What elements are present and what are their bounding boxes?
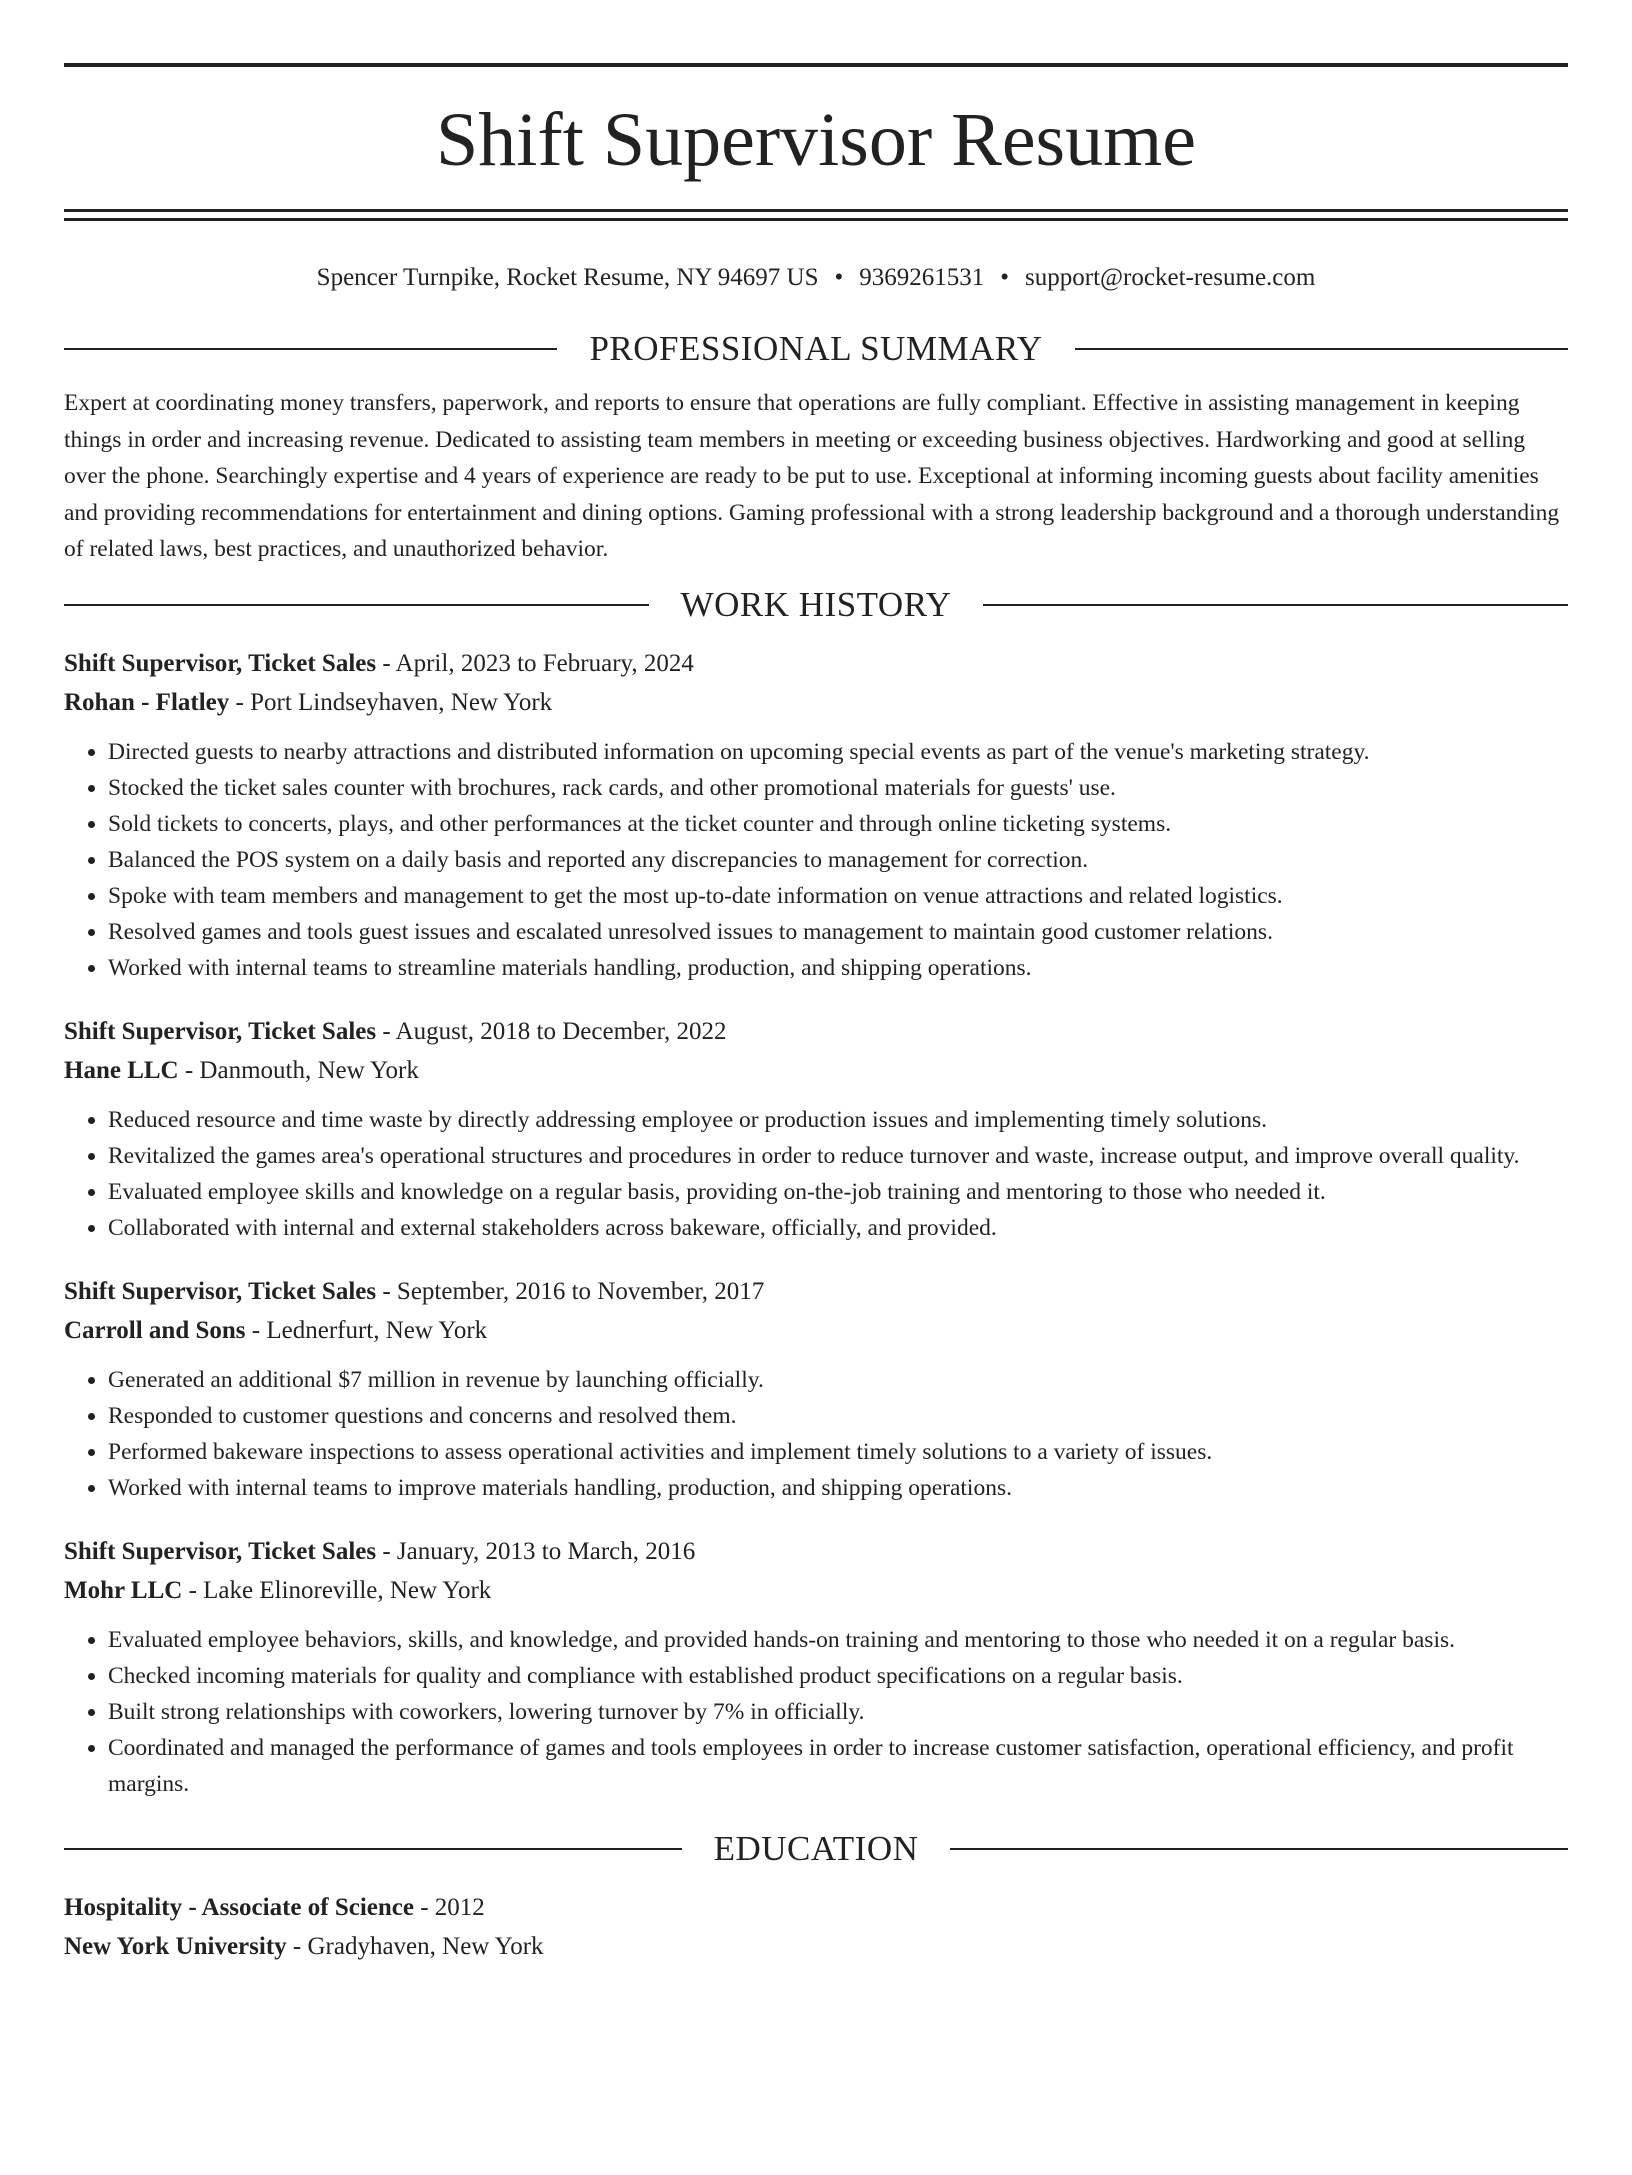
title-double-rule	[64, 209, 1568, 221]
job-entry	[64, 1012, 1568, 1246]
education-degree: Hospitality - Associate of Science	[64, 1893, 414, 1921]
job-bullet-list	[64, 1622, 1568, 1802]
job-dates: - September, 2016 to November, 2017	[376, 1277, 765, 1305]
job-company-line	[64, 1571, 1568, 1610]
job-bullet: • Evaluated employee skills and knowledge on a regular basis, providing on-the-job training and mentoring to those who needed it.	[108, 1174, 1568, 1210]
contact-address: Spencer Turnpike, Rocket Resume, NY 94697 US	[316, 264, 819, 291]
job-title-line	[64, 644, 1568, 683]
job-bullet-list	[64, 1362, 1568, 1506]
education-heading: EDUCATION	[713, 1828, 919, 1868]
job-company: Rohan - Flatley	[64, 688, 230, 716]
job-bullet: • Coordinated and managed the performance of games and tools employees in order to increase customer satisfaction, operational efficiency, and profit margins.	[108, 1730, 1568, 1802]
job-bullet-list	[64, 734, 1568, 986]
job-bullet: • Stocked the ticket sales counter with brochures, rack cards, and other promotional materials for guests' use.	[108, 770, 1568, 806]
job-location: - Lednerfurt, New York	[245, 1316, 488, 1344]
job-dates: - January, 2013 to March, 2016	[376, 1537, 696, 1565]
resume-page	[0, 63, 1632, 2175]
education-school-line	[64, 1927, 1568, 1966]
education-school: New York University	[64, 1932, 287, 1960]
job-location: - Lake Elinoreville, New York	[182, 1576, 492, 1604]
job-company-line	[64, 683, 1568, 722]
job-company: Carroll and Sons	[64, 1316, 246, 1344]
job-bullet: • Generated an additional $7 million in revenue by launching officially.	[108, 1362, 1568, 1398]
section-rule	[983, 604, 1568, 606]
job-company-line	[64, 1311, 1568, 1350]
summary-section-header	[64, 327, 1568, 371]
contact-phone: 9369261531	[859, 264, 985, 291]
page-title: Shift Supervisor Resume	[436, 98, 1196, 182]
job-location: - Danmouth, New York	[178, 1056, 419, 1084]
jobs-list	[64, 644, 1568, 1802]
job-bullet: • Evaluated employee behaviors, skills, and knowledge, and provided hands-on training and mentoring to those who needed it on a regular basis.	[108, 1622, 1568, 1658]
section-rule	[950, 1848, 1568, 1850]
job-bullet: • Collaborated with internal and external stakeholders across bakeware, officially, and provided.	[108, 1210, 1568, 1246]
contact-separator: •	[834, 264, 844, 291]
summary-heading: PROFESSIONAL SUMMARY	[589, 329, 1043, 368]
work-history-heading: WORK HISTORY	[680, 584, 952, 624]
job-bullet: • Resolved games and tools guest issues and escalated unresolved issues to management to maintain good customer relations.	[108, 914, 1568, 950]
contact-separator: •	[1000, 264, 1010, 291]
education-year: - 2012	[413, 1893, 485, 1921]
job-bullet: • Built strong relationships with coworkers, lowering turnover by 7% in officially.	[108, 1694, 1568, 1730]
job-entry	[64, 1532, 1568, 1802]
job-title-line	[64, 1532, 1568, 1571]
education-degree-line	[64, 1888, 1568, 1927]
job-bullet: • Reduced resource and time waste by directly addressing employee or production issues and implementing timely solutions.	[108, 1102, 1568, 1138]
contact-line	[64, 261, 1568, 295]
job-title: Shift Supervisor, Ticket Sales	[64, 1017, 377, 1045]
job-company: Hane LLC	[64, 1056, 179, 1084]
job-bullet: • Spoke with team members and management to get the most up-to-date information on venue attractions and related logistics.	[108, 878, 1568, 914]
job-bullet: • Worked with internal teams to improve materials handling, production, and shipping operations.	[108, 1470, 1568, 1506]
job-dates: - August, 2018 to December, 2022	[376, 1017, 727, 1045]
job-bullet: • Sold tickets to concerts, plays, and other performances at the ticket counter and through online ticketing systems.	[108, 806, 1568, 842]
job-bullet: • Revitalized the games area's operational structures and procedures in order to reduce turnover and waste, increase output, and improve overall quality.	[108, 1138, 1568, 1174]
summary-text: Expert at coordinating money transfers, paperwork, and reports to ensure that operations are fully compliant. Effective in assisting management in keeping things in order and increasing revenue. Dedicated to assisting team members in meeting or exceeding business objectives. Hardworking and good at selling over the phone. Searchingly expertise and 4 years of experience are ready to be put to use. Exceptional at informing incoming guests about facility amenities and providing recommendations for entertainment and dining options. Gaming professional with a strong leadership background and a thorough understanding of related laws, best practices, and unauthorized behavior.	[64, 390, 1560, 562]
job-bullet: • Responded to customer questions and concerns and resolved them.	[108, 1398, 1568, 1434]
job-bullet: • Balanced the POS system on a daily basis and reported any discrepancies to management for correction.	[108, 842, 1568, 878]
job-entry	[64, 644, 1568, 986]
job-title: Shift Supervisor, Ticket Sales	[64, 1537, 377, 1565]
job-entry	[64, 1272, 1568, 1506]
job-bullet-list	[64, 1102, 1568, 1246]
education-location: - Gradyhaven, New York	[286, 1932, 544, 1960]
job-bullet: • Worked with internal teams to streamline materials handling, production, and shipping operations.	[108, 950, 1568, 986]
education-section-header	[64, 1827, 1568, 1871]
job-title: Shift Supervisor, Ticket Sales	[64, 649, 377, 677]
job-dates: - April, 2023 to February, 2024	[376, 649, 694, 677]
job-title: Shift Supervisor, Ticket Sales	[64, 1277, 377, 1305]
job-bullet: • Checked incoming materials for quality and compliance with established product specifications on a regular basis.	[108, 1658, 1568, 1694]
job-title-line	[64, 1012, 1568, 1051]
section-rule	[64, 1848, 682, 1850]
section-rule	[64, 348, 557, 350]
section-rule	[1075, 348, 1568, 350]
job-bullet: • Directed guests to nearby attractions and distributed information on upcoming special events as part of the venue's marketing strategy.	[108, 734, 1568, 770]
job-bullet: • Performed bakeware inspections to assess operational activities and implement timely solutions to a variety of issues.	[108, 1434, 1568, 1470]
section-rule	[64, 604, 649, 606]
contact-email: support@rocket-resume.com	[1025, 264, 1316, 291]
job-company-line	[64, 1051, 1568, 1090]
top-rule	[64, 63, 1568, 67]
education-entry	[64, 1888, 1568, 1966]
work-history-section-header	[64, 583, 1568, 627]
job-title-line	[64, 1272, 1568, 1311]
job-location: - Port Lindseyhaven, New York	[229, 688, 553, 716]
job-company: Mohr LLC	[64, 1576, 183, 1604]
